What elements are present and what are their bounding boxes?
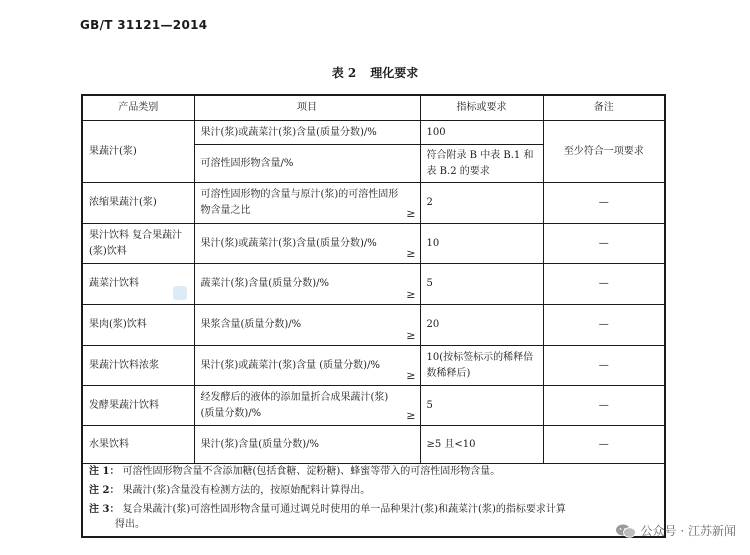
- item-text: 经发酵后的液体的添加量折合成果蔬汁(浆)(质量分数)/%: [200, 391, 389, 419]
- value-cell: 5: [420, 386, 543, 426]
- item-cell: [194, 224, 420, 264]
- note-text: 复合果蔬汁(浆)可溶性固形物含量可通过调兑时使用的单一品种果汁(浆)和蔬菜汁(浆)的指标要求计算: [122, 504, 566, 515]
- note-label: 注 2：: [89, 485, 120, 496]
- value-cell: 20: [420, 305, 543, 346]
- value-cell: ≥5 且<10: [420, 426, 543, 464]
- value-cell: 符合附录 B 中表 B.1 和表 B.2 的要求: [420, 145, 543, 183]
- item-cell: [194, 386, 420, 426]
- remark-cell: —: [543, 264, 665, 305]
- table-number: 表 2: [331, 66, 357, 80]
- category-cell: 蔬菜汁饮料: [82, 264, 194, 305]
- note-text: 可溶性固形物含量不含添加糖(包括食糖、淀粉糖)、蜂蜜等带入的可溶性固形物含量。: [122, 466, 501, 477]
- remark-cell: —: [543, 305, 665, 346]
- table-row: [82, 183, 665, 224]
- note-1: [89, 464, 658, 479]
- table-row: [82, 264, 665, 305]
- note-3: [89, 502, 658, 532]
- remark-cell: —: [543, 346, 665, 386]
- notes-cell: [82, 464, 665, 538]
- item-cell: [194, 183, 420, 224]
- item-cell: 果汁(浆)或蔬菜汁(浆)含量(质量分数)/%: [194, 121, 420, 145]
- note-text: 果蔬汁(浆)含量没有检测方法的，按原始配料计算得出。: [122, 485, 371, 496]
- category-cell: 水果饮料: [82, 426, 194, 464]
- table-row: [82, 346, 665, 386]
- remark-cell: —: [543, 183, 665, 224]
- table-row: [82, 224, 665, 264]
- table-row: [82, 305, 665, 346]
- item-text: 果汁(浆)或蔬菜汁(浆)含量(质量分数)/%: [200, 237, 377, 249]
- requirements-table: [81, 94, 666, 538]
- item-cell: 可溶性固形物含量/%: [194, 145, 420, 183]
- value-cell: 10: [420, 224, 543, 264]
- remark-cell: 至少符合一项要求: [543, 121, 665, 183]
- notes-row: [82, 464, 665, 538]
- ge-sign: ≥: [406, 409, 416, 422]
- table-name: 理化要求: [370, 66, 419, 80]
- ge-sign: ≥: [406, 369, 416, 382]
- table-row: [82, 426, 665, 464]
- note-continuation: 得出。: [115, 519, 145, 530]
- remark-cell: —: [543, 426, 665, 464]
- value-cell: 100: [420, 121, 543, 145]
- table-row: [82, 386, 665, 426]
- item-cell: [194, 305, 420, 346]
- value-cell: 5: [420, 264, 543, 305]
- category-cell: 果蔬汁(浆): [82, 121, 194, 183]
- standard-code: GB/T 31121—2014: [80, 18, 208, 32]
- note-label: 注 1：: [89, 466, 120, 477]
- category-cell: 果肉(浆)饮料: [82, 305, 194, 346]
- value-cell: 2: [420, 183, 543, 224]
- wechat-icon: [615, 523, 637, 539]
- note-2: [89, 483, 658, 498]
- item-text: 果浆含量(质量分数)/%: [200, 319, 302, 330]
- item-text: 蔬菜汁(浆)含量(质量分数)/%: [200, 278, 329, 289]
- category-cell: 发酵果蔬汁饮料: [82, 386, 194, 426]
- table-row: [82, 121, 665, 145]
- note-label: 注 3：: [89, 504, 120, 515]
- item-text: 果汁(浆)或蔬菜汁(浆)含量 (质量分数)/%: [200, 359, 380, 371]
- header-item: 项目: [194, 95, 420, 121]
- item-cell: [194, 264, 420, 305]
- ge-sign: ≥: [406, 288, 416, 301]
- remark-cell: —: [543, 224, 665, 264]
- ge-sign: ≥: [406, 207, 416, 220]
- ge-sign: ≥: [406, 329, 416, 342]
- table-header-row: [82, 95, 665, 121]
- header-category: 产品类别: [82, 95, 194, 121]
- item-text: 可溶性固形物的含量与原汁(浆)的可溶性固形物含量之比: [200, 189, 399, 216]
- header-value: 指标或要求: [420, 95, 543, 121]
- faint-watermark-mark: [173, 286, 187, 300]
- remark-cell: —: [543, 386, 665, 426]
- category-cell: 果汁饮料 复合果蔬汁(浆)饮料: [82, 224, 194, 264]
- table-title: [0, 64, 750, 81]
- ge-sign: ≥: [406, 247, 416, 260]
- header-remark: 备注: [543, 95, 665, 121]
- wechat-watermark: [615, 522, 736, 539]
- value-cell: 10(按标签标示的稀释倍数稀释后): [420, 346, 543, 386]
- item-cell: 果汁(浆)含量(质量分数)/%: [194, 426, 420, 464]
- watermark-text: 公众号 · 江苏新闻: [640, 524, 736, 538]
- category-cell: 果蔬汁饮料浓浆: [82, 346, 194, 386]
- item-cell: [194, 346, 420, 386]
- category-cell: 浓缩果蔬汁(浆): [82, 183, 194, 224]
